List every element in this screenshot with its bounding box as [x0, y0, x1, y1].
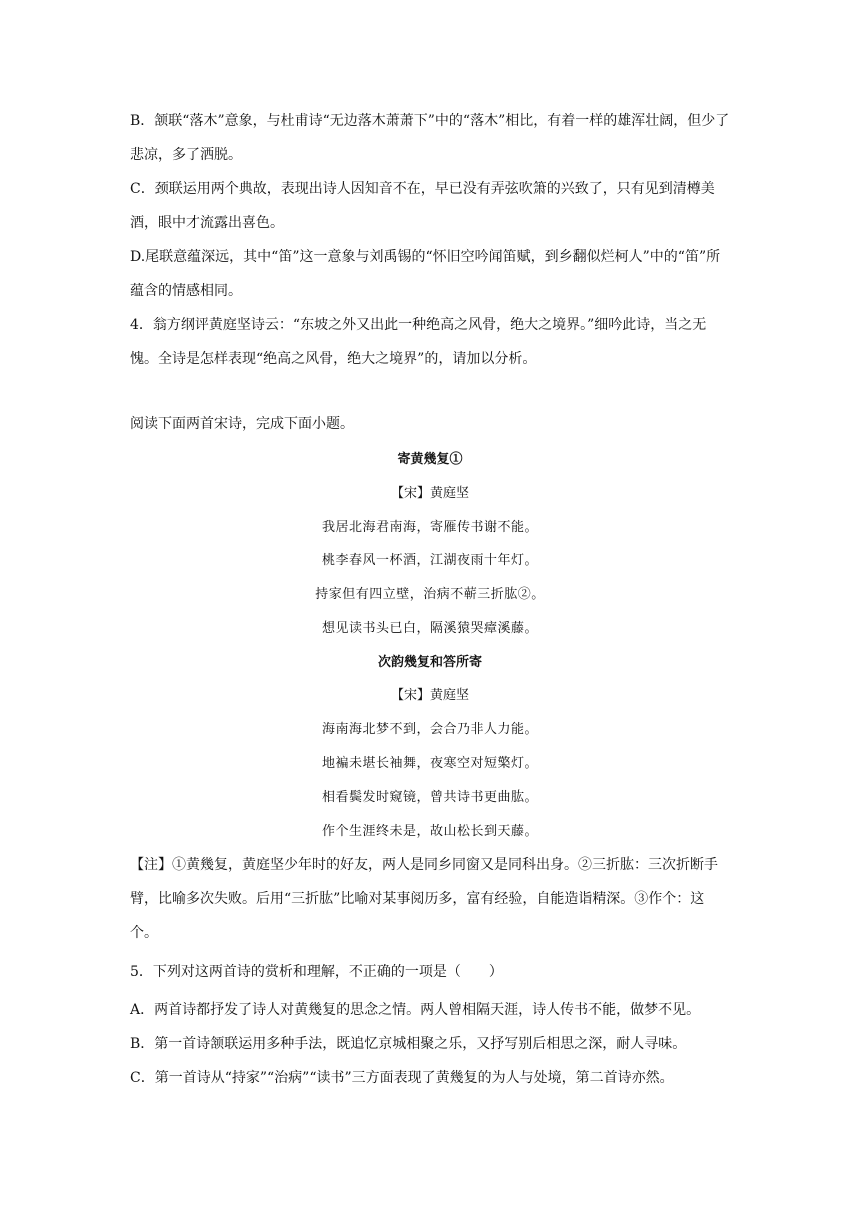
question5-option-b: B．第一首诗颔联运用多种手法，既追忆京城相聚之乐，又抒写别后相思之深，耐人寻味。: [130, 1036, 687, 1052]
poem2-line: 相看鬓发时窥镜，曾共诗书更曲肱。: [321, 790, 538, 805]
question3-option-c: C．颈联运用两个典故，表现出诗人因知音不在，早已没有弄弦吹箫的兴致了，只有见到清樽美酒，眼中才流露出喜色。: [130, 181, 715, 231]
poem1-title: 寄黄幾复①: [397, 452, 463, 467]
question3-option-d: D.尾联意蕴深远，其中“笛”这一意象与刘禹锡的“怀旧空吟闻笛赋，到乡翻似烂柯人”中的“笛”所蕴含的情感相同。: [130, 249, 721, 299]
poem1-author: 【宋】黄庭坚: [390, 486, 469, 501]
poem1-line: 想见读书头已白，隔溪猿哭瘴溪藤。: [321, 621, 538, 636]
poem2-line: 作个生涯终未是，故山松长到天藤。: [321, 824, 538, 839]
poem2-line: 海南海北梦不到，会合乃非人力能。: [321, 722, 538, 737]
question5-option-a: A．两首诗都抒发了诗人对黄幾复的思念之情。两人曾相隔天涯，诗人传书不能，做梦不见。: [130, 1002, 701, 1018]
poem2-author: 【宋】黄庭坚: [390, 688, 469, 703]
question5-option-c: C．第一首诗从“持家”“治病”“读书”三方面表现了黄幾复的为人与处境，第二首诗亦然。: [130, 1070, 674, 1086]
poem1-line: 桃李春风一杯酒，江湖夜雨十年灯。: [321, 553, 538, 568]
poem2-title: 次韵幾复和答所寄: [377, 655, 482, 670]
poem1-line: 持家但有四立壁，治病不蕲三折肱②。: [315, 587, 545, 602]
question4-text: 4．翁方纲评黄庭坚诗云：“东坡之外又出此一种绝高之风骨，绝大之境界。”细吟此诗，当之无愧。全诗是怎样表现“绝高之风骨，绝大之境界”的，请加以分析。: [130, 317, 707, 367]
poem-notes: 【注】①黄幾复，黄庭坚少年时的好友，两人是同乡同窗又是同科出身。②三折肱：三次折断手臂，比喻多次失败。后用“三折肱”比喻对某事阅历多，富有经验，自能造诣精深。③作个：这个。: [130, 857, 718, 941]
question3-option-b: B．颔联“落木”意象，与杜甫诗“无边落木萧萧下”中的“落木”相比，有着一样的雄浑壮阔，但少了悲凉，多了洒脱。: [130, 113, 730, 163]
question5-stem: 5．下列对这两首诗的赏析和理解，不正确的一项是（ ）: [130, 964, 503, 980]
poem1-line: 我居北海君南海，寄雁传书谢不能。: [321, 520, 538, 535]
poem2-line: 地褊未堪长袖舞，夜寒空对短檠灯。: [321, 756, 538, 771]
reading-intro: 阅读下面两首宋诗，完成下面小题。: [130, 416, 354, 432]
